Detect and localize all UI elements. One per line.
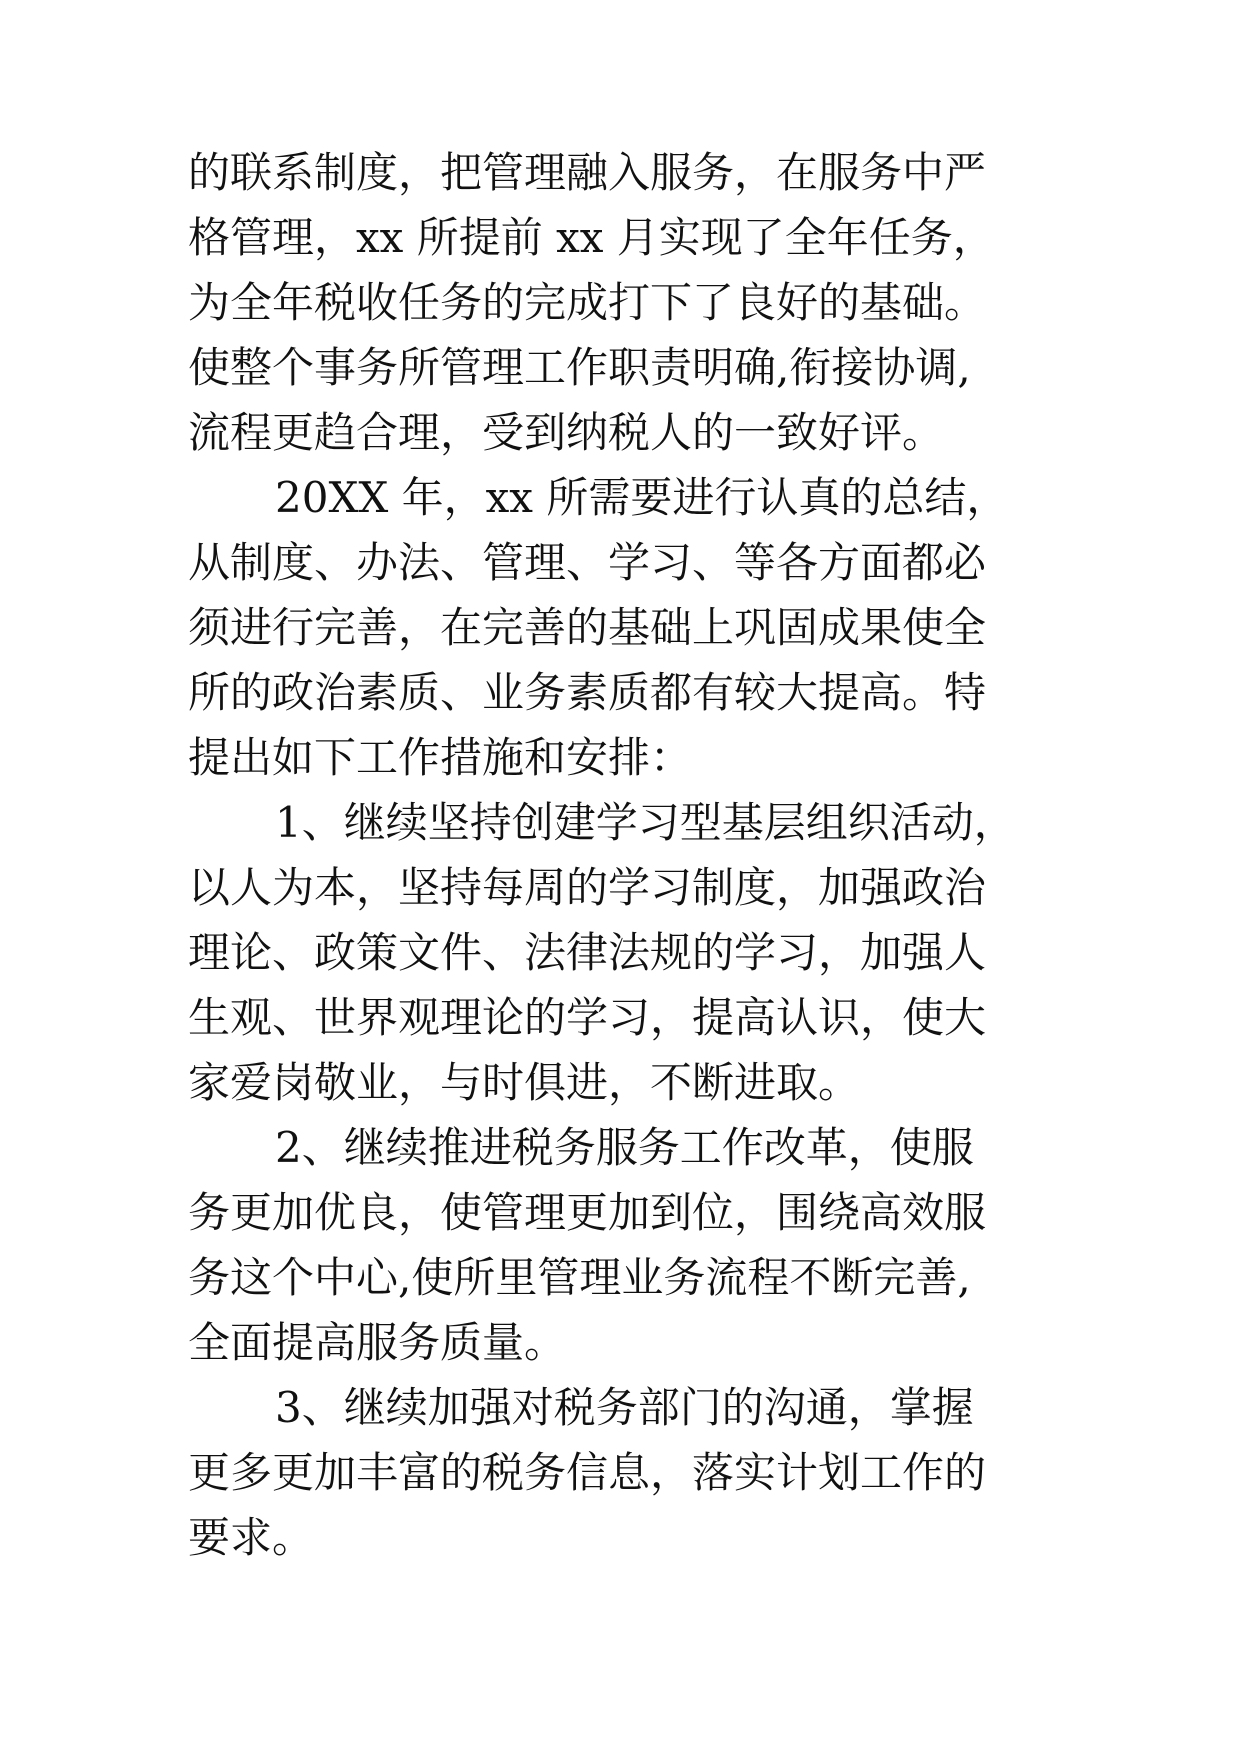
text-line: 流程更趋合理，受到纳税人的一致好评。: [188, 408, 945, 457]
text-line: 务更加优良，使管理更加到位，围绕高效服: [188, 1188, 987, 1237]
text-line: 理论、政策文件、法律法规的学习，加强人: [188, 928, 987, 977]
list-item-3-start-line: 3、继续加强对税务部门的沟通，掌握: [275, 1383, 974, 1432]
text-line: 生观、世界观理论的学习，提高认识，使大: [188, 993, 987, 1042]
text-line: 所的政治素质、业务素质都有较大提高。特: [188, 668, 987, 717]
list-item-2-start-line: 2、继续推进税务服务工作改革，使服: [275, 1123, 974, 1172]
text-line: 提出如下工作措施和安排：: [188, 733, 693, 782]
text-line: 从制度、办法、管理、学习、等各方面都必: [188, 538, 987, 587]
text-line: 使整个事务所管理工作职责明确,衔接协调,: [188, 343, 971, 392]
text-line: 更多更加丰富的税务信息，落实计划工作的: [188, 1448, 987, 1497]
text-line: 要求。: [188, 1513, 315, 1562]
text-line: 为全年税收任务的完成打下了良好的基础。: [188, 278, 987, 327]
text-line: 家爱岗敬业，与时俱进，不断进取。: [188, 1058, 861, 1107]
text-line: 的联系制度，把管理融入服务，在服务中严: [188, 148, 987, 197]
text-line: 务这个中心,使所里管理业务流程不断完善,: [188, 1253, 971, 1302]
text-line: 全面提高服务质量。: [188, 1318, 567, 1367]
list-item-1-start-line: 1、继续坚持创建学习型基层组织活动，: [275, 798, 1016, 847]
text-line: 格管理，xx 所提前 xx 月实现了全年任务，: [188, 213, 995, 262]
text-line: 须进行完善，在完善的基础上巩固成果使全: [188, 603, 987, 652]
text-line: 以人为本，坚持每周的学习制度，加强政治: [188, 863, 987, 912]
document-body: [188, 140, 1068, 1570]
paragraph-start-line: 20XX 年，xx 所需要进行认真的总结，: [275, 473, 1009, 522]
